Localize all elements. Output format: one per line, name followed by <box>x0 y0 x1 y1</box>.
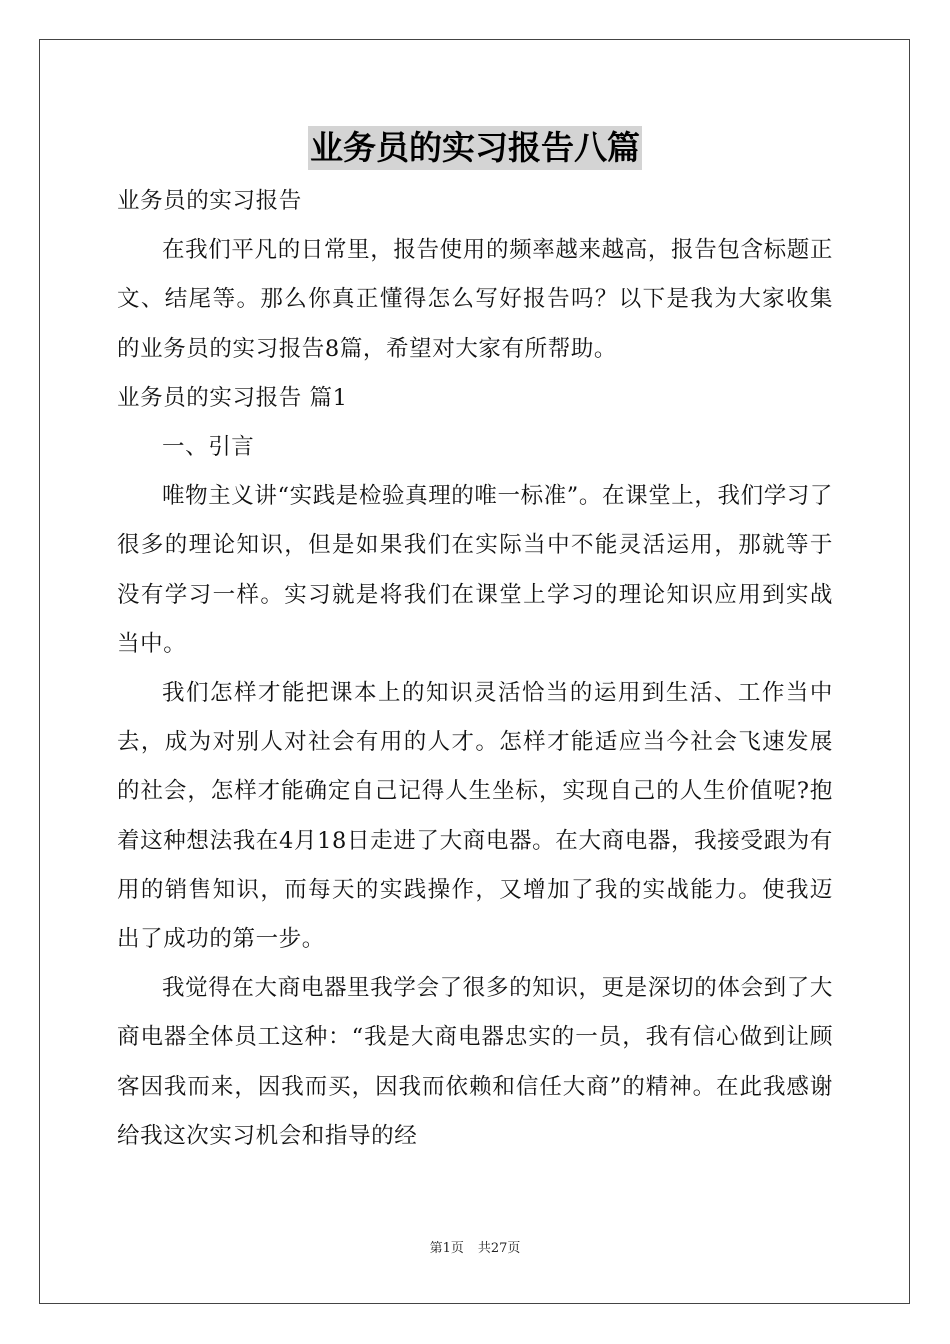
paragraph: 我觉得在大商电器里我学会了很多的知识，更是深切的体会到了大商电器全体员工这种：“我是大商电器忠实的一员，我有信心做到让顾客因我而来，因我而买，因我而依赖和信任大商”的精神。在此我感谢给我这次实习机会和指导的经 <box>117 975 833 1149</box>
paragraph: 我们怎样才能把课本上的知识灵活恰当的运用到生活、工作当中去，成为对别人对社会有用的人才。怎样才能适应当今社会飞速发展的社会，怎样才能确定自己记得人生坐标，实现自己的人生价值呢?抱着这种想法我在4月18日走进了大商电器。在大商电器，我接受跟为有用的销售知识，而每天的实践操作，又增加了我的实战能力。使我迈出了成功的第一步。 <box>117 680 833 953</box>
paragraph: 唯物主义讲“实践是检验真理的唯一标准”。在课堂上，我们学习了很多的理论知识，但是如果我们在实际当中不能灵活运用，那就等于没有学习一样。实习就是将我们在课堂上学习的理论知识应用到实战当中。 <box>117 483 834 657</box>
section-heading: 业务员的实习报告 篇1 <box>117 384 348 411</box>
paragraph: 在我们平凡的日常里，报告使用的频率越来越高，报告包含标题正文、结尾等。那么你真正懂得怎么写好报告吗？以下是我为大家收集的业务员的实习报告8篇，希望对大家有所帮助。 <box>117 237 833 362</box>
document-title: 业务员的实习报告八篇 <box>308 126 642 170</box>
page-number: 第1页 <box>429 1241 464 1256</box>
document-body <box>117 177 833 1161</box>
page-total: 共27页 <box>477 1241 521 1256</box>
page-footer <box>0 1240 950 1258</box>
subsection-heading: 一、引言 <box>162 434 255 461</box>
paragraph: 业务员的实习报告 <box>117 188 302 214</box>
title-container <box>0 126 950 170</box>
